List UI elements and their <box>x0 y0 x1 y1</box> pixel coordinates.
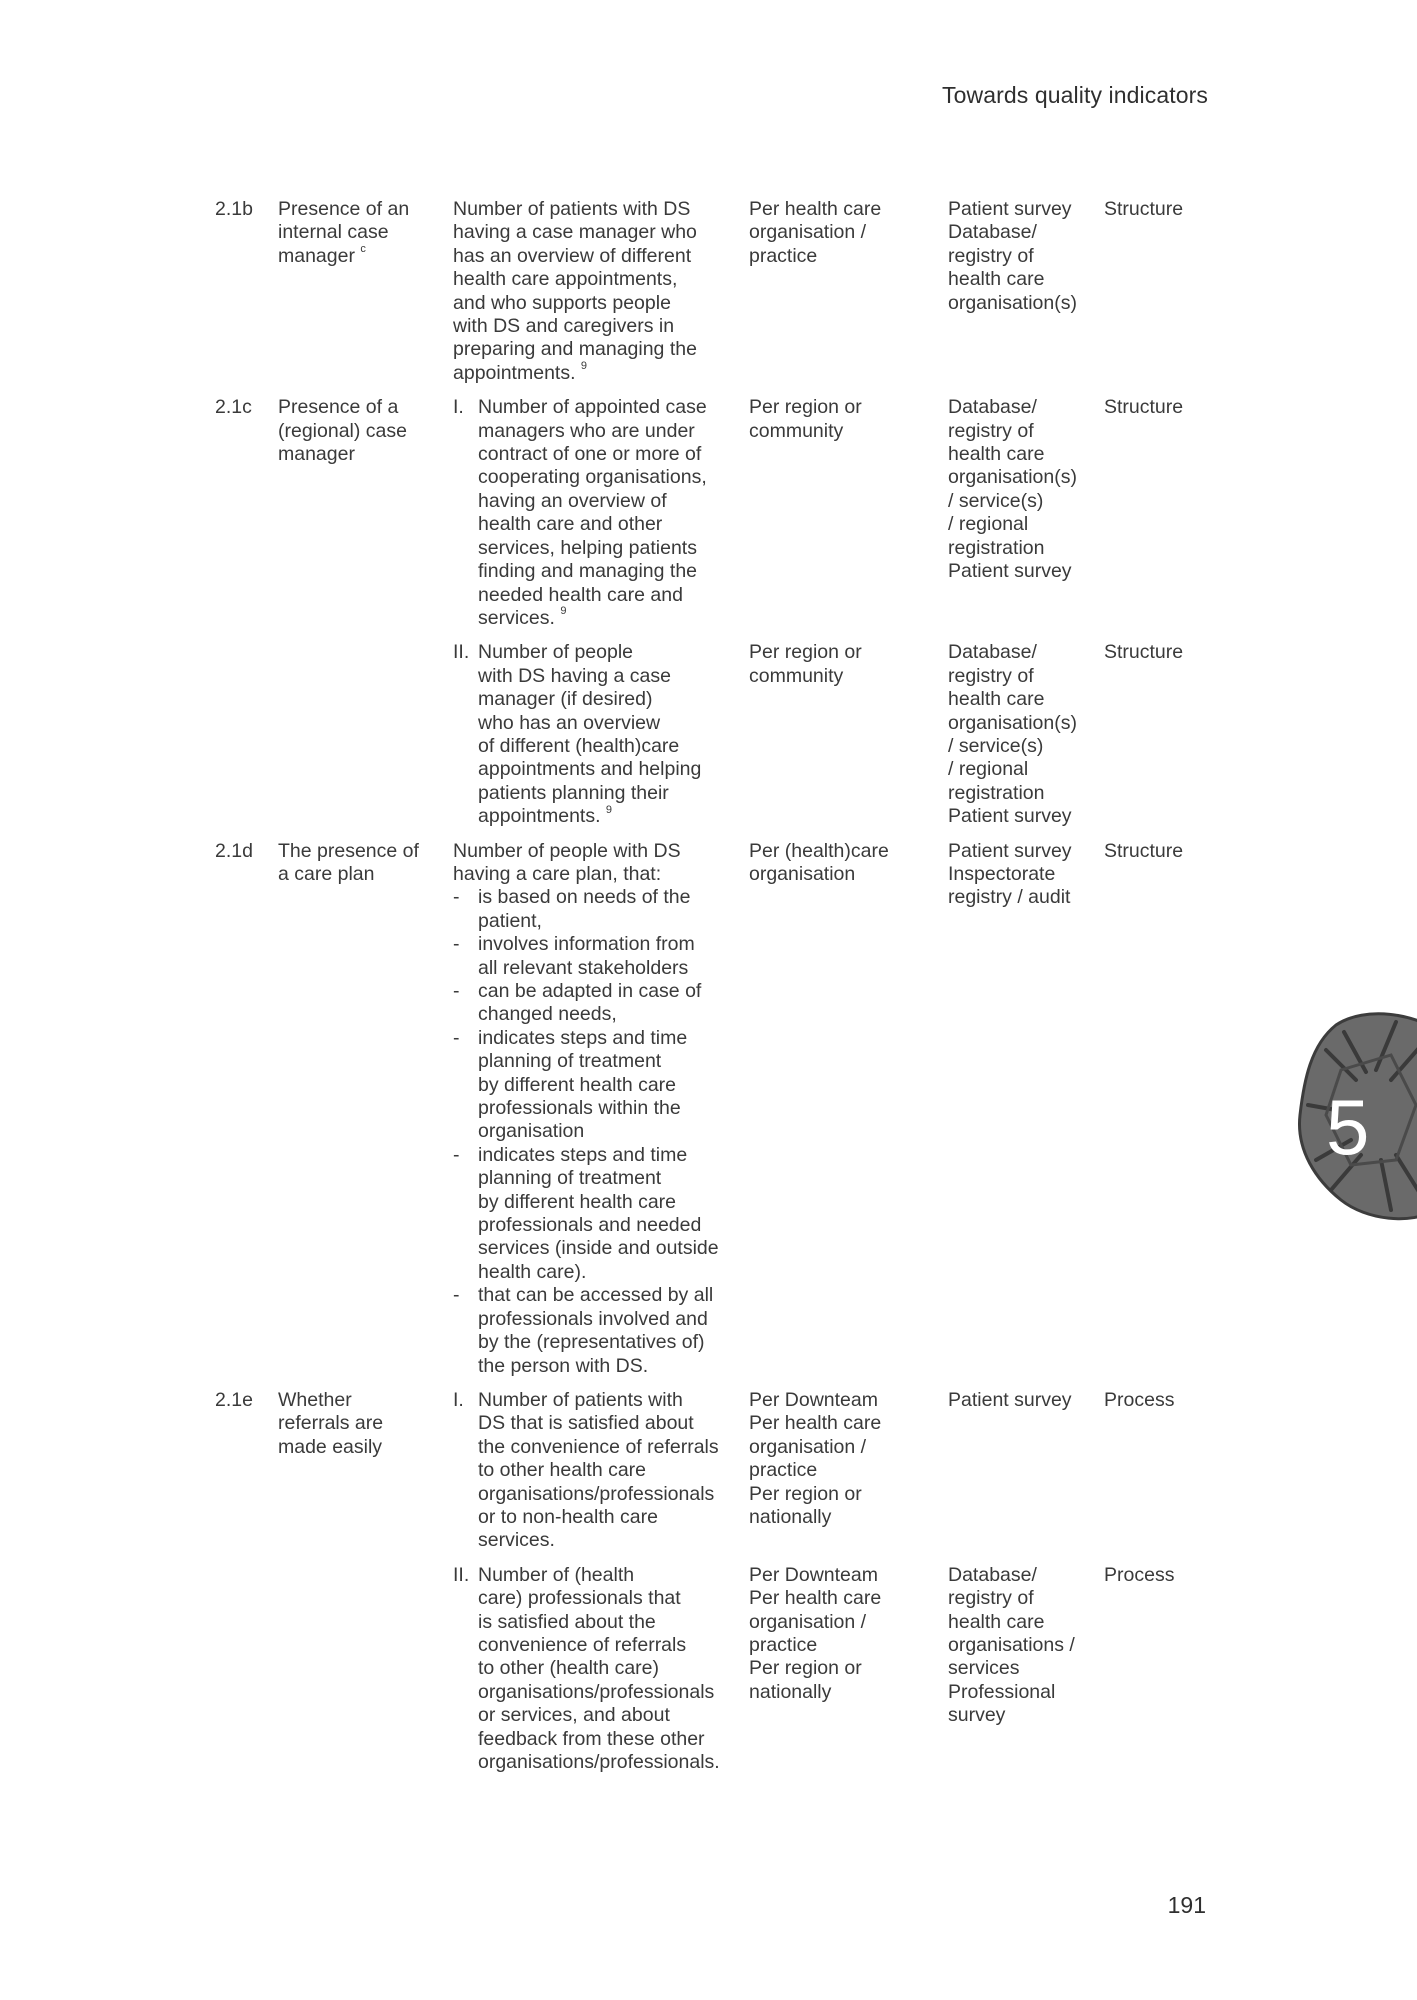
source-line: organisations / <box>948 1633 1075 1656</box>
measure-line: Number of people <box>478 641 634 664</box>
indicator-type: Structure <box>1104 839 1184 862</box>
measure-line: health care appointments, <box>453 268 678 291</box>
measurement-level <box>749 840 948 1378</box>
bullet-marker: - <box>453 933 460 956</box>
source-line: organisation(s) <box>948 466 1077 489</box>
data-source <box>948 198 1104 385</box>
source-line: registry / audit <box>948 886 1071 909</box>
measure-line: services. <box>478 1529 555 1552</box>
bullet-item <box>453 980 739 1027</box>
measurement-level <box>749 1564 948 1775</box>
bullet-line: professionals within the <box>478 1097 681 1120</box>
measure-line: with DS and caregivers in <box>453 315 675 338</box>
measure-text <box>478 1564 739 1775</box>
source-line: Database/ <box>948 641 1037 664</box>
bullet-marker: - <box>453 886 460 909</box>
measure-line <box>478 805 739 828</box>
source-line: registry of <box>948 664 1034 687</box>
measure-item <box>453 641 739 828</box>
measure-line: having an overview of <box>478 489 667 512</box>
bullet-marker: - <box>453 1284 460 1307</box>
measure-line: who has an overview <box>478 711 661 734</box>
measure-item <box>453 1564 739 1775</box>
source-line: survey <box>948 1704 1006 1727</box>
source-line: Professional <box>948 1680 1056 1703</box>
table-row <box>215 641 1215 828</box>
measure-line <box>478 607 739 630</box>
level-line: nationally <box>749 1680 832 1703</box>
indicator-subject <box>278 840 453 1378</box>
footnote-ref: 9 <box>605 803 613 816</box>
level-line: Per region or <box>749 1482 862 1505</box>
bullet-text <box>478 1284 739 1378</box>
bullet-item <box>453 886 739 933</box>
indicator-id: 2.1b <box>215 198 253 220</box>
table-row <box>215 396 1215 630</box>
measure-line: or services, and about <box>478 1704 670 1727</box>
indicator-measure <box>453 641 749 828</box>
bullet-item <box>453 933 739 980</box>
indicator-type: Process <box>1104 1388 1175 1411</box>
measure-text <box>478 641 739 828</box>
source-line: health care <box>948 443 1045 466</box>
measure-line: and who supports people <box>453 291 671 314</box>
source-line: services <box>948 1657 1020 1680</box>
bullet-marker: - <box>453 980 460 1002</box>
measure-line: services, helping patients <box>478 536 697 559</box>
measure-line: of different (health)care <box>478 734 680 757</box>
source-line: registration <box>948 536 1045 559</box>
bullet-line: that can be accessed by all <box>478 1284 714 1307</box>
source-line: Patient survey <box>948 560 1072 583</box>
data-source <box>948 1389 1104 1553</box>
subject-line: Presence of a <box>278 396 399 419</box>
source-line: Database/ <box>948 396 1037 419</box>
measure-line: care) professionals that <box>478 1587 681 1610</box>
measure-line: health care and other <box>478 513 663 536</box>
indicator-subject <box>278 1564 453 1775</box>
measure-line: needed health care and <box>478 583 683 606</box>
bullet-line: by the (representatives of) <box>478 1331 705 1354</box>
measure-line-text: appointments. <box>478 805 601 828</box>
bullet-line: indicates steps and time <box>478 1143 688 1166</box>
level-line: organisation / <box>749 1610 867 1633</box>
measure-line: the convenience of referrals <box>478 1435 719 1458</box>
indicator-measure <box>453 840 749 1378</box>
measure-line: or to non-health care <box>478 1505 658 1528</box>
bullet-marker: - <box>453 1143 460 1166</box>
measure-line: Number of patients with DS <box>453 198 691 220</box>
data-source <box>948 641 1104 828</box>
source-line: Patient survey <box>948 1388 1072 1411</box>
level-line: Per region or <box>749 396 862 419</box>
measure-line: finding and managing the <box>478 560 698 583</box>
bullet-line: indicates steps and time <box>478 1026 688 1049</box>
indicator-subject <box>278 396 453 630</box>
measure-line: is satisfied about the <box>478 1610 656 1633</box>
indicator-measure <box>453 396 749 630</box>
level-line: practice <box>749 1459 818 1482</box>
measure-intro-line: having a care plan, that: <box>453 862 662 885</box>
indicator-type: Structure <box>1104 641 1184 664</box>
level-line: Per health care <box>749 198 882 220</box>
bullet-line: all relevant stakeholders <box>478 956 689 979</box>
level-line: practice <box>749 244 818 267</box>
bullet-item <box>453 1144 739 1284</box>
source-line: Database/ <box>948 221 1037 244</box>
measure-line-text: appointments. <box>453 361 576 384</box>
measure-line: preparing and managing the <box>453 338 697 361</box>
item-marker: I. <box>453 1388 464 1411</box>
subject-line: made easily <box>278 1435 383 1458</box>
bullet-text <box>478 1144 739 1284</box>
level-line: organisation / <box>749 1435 867 1458</box>
source-line: Patient survey <box>948 198 1072 220</box>
indicator-id <box>215 1564 278 1775</box>
measure-line: cooperating organisations, <box>478 466 707 489</box>
subject-line <box>278 245 443 268</box>
level-line: Per Downteam <box>749 1563 878 1586</box>
bullet-line: professionals involved and <box>478 1307 708 1330</box>
indicator-measure <box>453 1389 749 1553</box>
bullet-text <box>478 1027 739 1144</box>
subject-line-text: manager <box>278 244 355 267</box>
source-line: / regional <box>948 758 1029 781</box>
indicator-type: Process <box>1104 1563 1175 1586</box>
measure-line: with DS having a case <box>478 664 671 687</box>
bullet-line: involves information from <box>478 933 695 956</box>
bullet-line: patient, <box>478 909 542 932</box>
measure-line <box>453 362 739 385</box>
data-source <box>948 1564 1104 1775</box>
bullet-line: planning of treatment <box>478 1167 662 1190</box>
source-line: registry of <box>948 244 1034 267</box>
measurement-level <box>749 641 948 828</box>
source-line: / service(s) <box>948 489 1044 512</box>
source-line: health care <box>948 1610 1045 1633</box>
indicator-subject <box>278 641 453 828</box>
chapter-number: 5 <box>1326 1083 1370 1171</box>
source-line: Patient survey <box>948 805 1072 828</box>
indicator-type: Structure <box>1104 396 1184 419</box>
page-number: 191 <box>1167 1892 1206 1918</box>
bullet-line: services (inside and outside <box>478 1237 719 1260</box>
measurement-level <box>749 1389 948 1553</box>
measure-line: organisations/professionals. <box>478 1751 720 1773</box>
bullet-line: changed needs, <box>478 1003 617 1026</box>
level-line: Per (health)care <box>749 839 889 862</box>
source-line: Inspectorate <box>948 862 1056 885</box>
measure-line: manager (if desired) <box>478 688 653 711</box>
subject-line: referrals are <box>278 1412 384 1435</box>
subject-line: (regional) case <box>278 419 407 442</box>
bullet-marker: - <box>453 1026 460 1049</box>
bullet-line: is based on needs of the <box>478 886 691 909</box>
source-line: organisation(s) <box>948 711 1077 734</box>
running-head: Towards quality indicators <box>942 82 1208 108</box>
bullet-line: organisation <box>478 1120 585 1143</box>
bullet-line: by different health care <box>478 1073 677 1096</box>
measure-line: Number of patients with <box>478 1388 683 1411</box>
level-line: Per region or <box>749 641 862 664</box>
indicator-id: 2.1c <box>215 396 252 419</box>
subject-line: manager <box>278 443 355 466</box>
data-source <box>948 396 1104 630</box>
measure-item <box>453 1389 739 1553</box>
bullet-line: professionals and needed <box>478 1214 702 1237</box>
bullet-text <box>478 933 739 980</box>
source-line: Patient survey <box>948 839 1072 862</box>
measure-line: Number of (health <box>478 1563 635 1586</box>
level-line: practice <box>749 1633 818 1656</box>
measure-item <box>453 396 739 630</box>
subject-line: Whether <box>278 1388 352 1411</box>
measure-line: managers who are under <box>478 419 695 442</box>
measure-line: organisations/professionals <box>478 1680 715 1703</box>
bullet-text <box>478 980 739 1027</box>
data-source <box>948 840 1104 1378</box>
measure-line: having a case manager who <box>453 221 697 244</box>
source-line: organisation(s) <box>948 291 1077 314</box>
level-line: nationally <box>749 1505 832 1528</box>
bullet-line: planning of treatment <box>478 1050 662 1073</box>
bullet-item <box>453 1284 739 1378</box>
table-row <box>215 1564 1215 1775</box>
measurement-level <box>749 396 948 630</box>
indicator-measure <box>453 198 749 385</box>
bullet-line: the person with DS. <box>478 1354 649 1377</box>
measure-line: contract of one or more of <box>478 443 702 466</box>
measure-line: DS that is satisfied about <box>478 1412 694 1435</box>
quality-indicator-table <box>215 198 1215 1785</box>
indicator-type: Structure <box>1104 198 1184 220</box>
table-row <box>215 198 1215 385</box>
indicator-subject <box>278 1389 453 1553</box>
source-line: health care <box>948 688 1045 711</box>
level-line: Per health care <box>749 1412 882 1435</box>
level-line: organisation / <box>749 221 867 244</box>
table-row <box>215 1389 1215 1553</box>
level-line: Per Downteam <box>749 1388 878 1411</box>
subject-line: The presence of <box>278 839 419 862</box>
measure-line: feedback from these other <box>478 1727 705 1750</box>
item-marker: II. <box>453 641 470 664</box>
level-line: organisation <box>749 862 856 885</box>
indicator-id: 2.1e <box>215 1388 253 1411</box>
item-marker: I. <box>453 396 464 419</box>
level-line: Per health care <box>749 1587 882 1610</box>
subject-line: internal case <box>278 221 389 244</box>
level-line: Per region or <box>749 1657 862 1680</box>
measure-line: to other health care <box>478 1459 647 1482</box>
level-line: community <box>749 664 844 687</box>
source-line: Database/ <box>948 1563 1037 1586</box>
measure-line: organisations/professionals <box>478 1482 715 1505</box>
footnote-ref: 9 <box>560 605 567 618</box>
indicator-id <box>215 641 278 828</box>
measure-line: patients planning their <box>478 781 669 804</box>
item-marker: II. <box>453 1563 470 1586</box>
subject-line: a care plan <box>278 862 375 885</box>
measure-line: to other (health care) <box>478 1657 660 1680</box>
table-row <box>215 840 1215 1378</box>
bullet-text <box>478 886 739 933</box>
measure-text <box>478 1389 739 1553</box>
bullet-line: health care). <box>478 1260 587 1283</box>
measure-intro-line: Number of people with DS <box>453 839 681 862</box>
indicator-measure <box>453 1564 749 1775</box>
source-line: / regional <box>948 513 1029 536</box>
indicator-subject <box>278 198 453 385</box>
indicator-id: 2.1d <box>215 839 253 862</box>
measure-line: convenience of referrals <box>478 1633 687 1656</box>
footnote-ref: 9 <box>580 360 588 373</box>
source-line: registration <box>948 781 1045 804</box>
measurement-level <box>749 198 948 385</box>
measure-text <box>478 396 739 630</box>
bullet-line: can be adapted in case of <box>478 980 702 1002</box>
subject-line: Presence of an <box>278 198 410 220</box>
level-line: community <box>749 419 844 442</box>
measure-line: Number of appointed case <box>478 396 707 419</box>
measure-line-text: services. <box>478 606 555 629</box>
source-line: registry of <box>948 419 1034 442</box>
footnote-ref: c <box>360 243 366 256</box>
source-line: / service(s) <box>948 734 1044 757</box>
source-line: health care <box>948 268 1045 291</box>
bullet-item <box>453 1027 739 1144</box>
measure-line: appointments and helping <box>478 758 702 781</box>
source-line: registry of <box>948 1587 1034 1610</box>
measure-line: has an overview of different <box>453 244 692 267</box>
bullet-line: by different health care <box>478 1190 677 1213</box>
